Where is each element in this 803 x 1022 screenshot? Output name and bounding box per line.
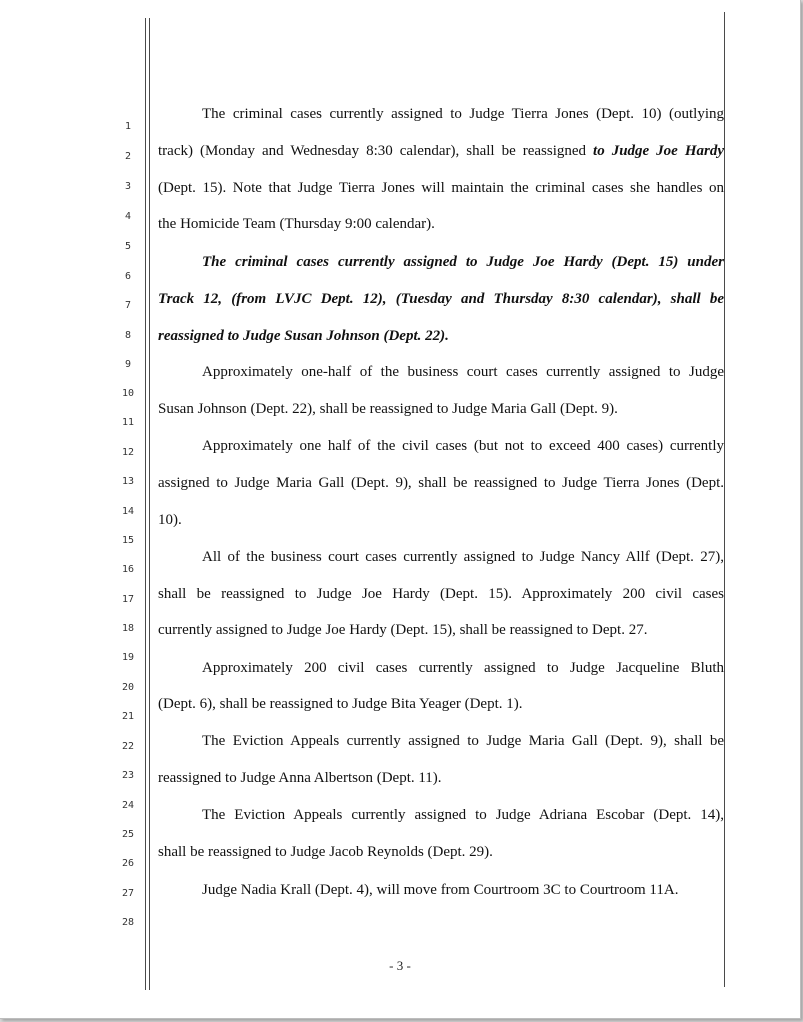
text-line [158, 178, 724, 198]
text-segment: reassigned to Judge Susan Johnson (Dept. 22). [158, 328, 449, 344]
text-line [158, 141, 724, 161]
text-line [202, 658, 724, 678]
page-number: - 3 - [389, 958, 411, 973]
line-number: 26 [121, 858, 135, 869]
line-number: 13 [121, 476, 135, 487]
text-line [202, 547, 724, 567]
text-segment: The Eviction Appeals currently assigned to Judge Maria Gall (Dept. 9), shall be [202, 733, 724, 749]
text-segment: assigned to Judge Maria Gall (Dept. 9), shall be reassigned to Judge Tierra Jones (Dept. [158, 475, 724, 491]
line-number: 21 [121, 711, 135, 722]
text-line [158, 289, 724, 309]
line-number: 11 [121, 417, 135, 428]
line-number: 14 [121, 506, 135, 517]
text-segment: the Homicide Team (Thursday 9:00 calendar). [158, 216, 435, 232]
text-segment: currently assigned to Judge Joe Hardy (Dept. 15), shall be reassigned to Dept. 27. [158, 622, 648, 638]
line-number: 16 [121, 564, 135, 575]
text-segment: 10). [158, 512, 182, 528]
right-margin-rule [724, 12, 725, 987]
text-line [202, 104, 724, 124]
text-segment: shall be reassigned to Judge Jacob Reynolds (Dept. 29). [158, 844, 493, 860]
line-number: 27 [121, 888, 135, 899]
line-number: 4 [124, 211, 132, 222]
line-number: 18 [121, 623, 135, 634]
text-segment: Judge Nadia Krall (Dept. 4), will move from Courtroom 3C to Courtroom 11A. [202, 882, 679, 898]
text-segment: The Eviction Appeals currently assigned to Judge Adriana Escobar (Dept. 14), [202, 807, 724, 823]
text-line [202, 805, 724, 825]
line-number: 17 [121, 594, 135, 605]
text-line [158, 842, 724, 862]
text-line [202, 362, 724, 382]
text-segment: to Judge Joe Hardy [593, 143, 724, 159]
line-number: 7 [124, 300, 132, 311]
text-segment: Susan Johnson (Dept. 22), shall be reassigned to Judge Maria Gall (Dept. 9). [158, 401, 618, 417]
line-number: 10 [121, 388, 135, 399]
text-line [158, 473, 724, 493]
text-line [158, 694, 724, 714]
text-segment: The criminal cases currently assigned to Judge Tierra Jones (Dept. 10) (outlying [202, 106, 724, 122]
line-number: 5 [124, 241, 132, 252]
line-number: 6 [124, 271, 132, 282]
text-segment: Approximately one-half of the business court cases currently assigned to Judge [202, 364, 724, 380]
text-segment: (Dept. 6), shall be reassigned to Judge Bita Yeager (Dept. 1). [158, 696, 523, 712]
text-segment: shall be reassigned to Judge Joe Hardy (Dept. 15). Approximately 200 civil cases [158, 586, 724, 602]
text-line [202, 731, 724, 751]
left-margin-rule-outer [145, 18, 146, 990]
line-number: 12 [121, 447, 135, 458]
line-number: 15 [121, 535, 135, 546]
text-line [158, 768, 724, 788]
document-body [158, 0, 724, 1018]
line-number: 23 [121, 770, 135, 781]
line-number: 24 [121, 800, 135, 811]
line-number-column [0, 0, 140, 1018]
line-number: 8 [124, 330, 132, 341]
text-segment: Approximately 200 civil cases currently assigned to Judge Jacqueline Bluth [202, 660, 724, 676]
line-number: 1 [124, 121, 132, 132]
text-segment: (Dept. 15). Note that Judge Tierra Jones will maintain the criminal cases she handles on [158, 180, 724, 196]
line-number: 2 [124, 151, 132, 162]
text-segment: Track 12, (from LVJC Dept. 12), (Tuesday and Thursday 8:30 calendar), shall be [158, 291, 724, 307]
line-number: 20 [121, 682, 135, 693]
text-segment: Approximately one half of the civil cases (but not to exceed 400 cases) currently [202, 438, 724, 454]
line-number: 22 [121, 741, 135, 752]
text-line [202, 880, 724, 900]
text-line [202, 436, 724, 456]
line-number: 3 [124, 181, 132, 192]
line-number: 19 [121, 652, 135, 663]
line-number: 25 [121, 829, 135, 840]
line-number: 9 [124, 359, 132, 370]
text-line [158, 620, 724, 640]
text-line [158, 326, 724, 346]
text-line [158, 214, 724, 234]
text-segment: track) (Monday and Wednesday 8:30 calendar), shall be reassigned [158, 143, 594, 159]
line-number: 28 [121, 917, 135, 928]
text-segment: reassigned to Judge Anna Albertson (Dept. 11). [158, 770, 442, 786]
text-segment: All of the business court cases currently assigned to Judge Nancy Allf (Dept. 27), [202, 549, 724, 565]
text-line [158, 510, 724, 530]
text-segment: The criminal cases currently assigned to Judge Joe Hardy (Dept. 15) under [202, 254, 724, 270]
text-line [158, 399, 724, 419]
left-margin-rule-inner [149, 18, 150, 990]
text-line [158, 584, 724, 604]
text-line [202, 252, 724, 272]
